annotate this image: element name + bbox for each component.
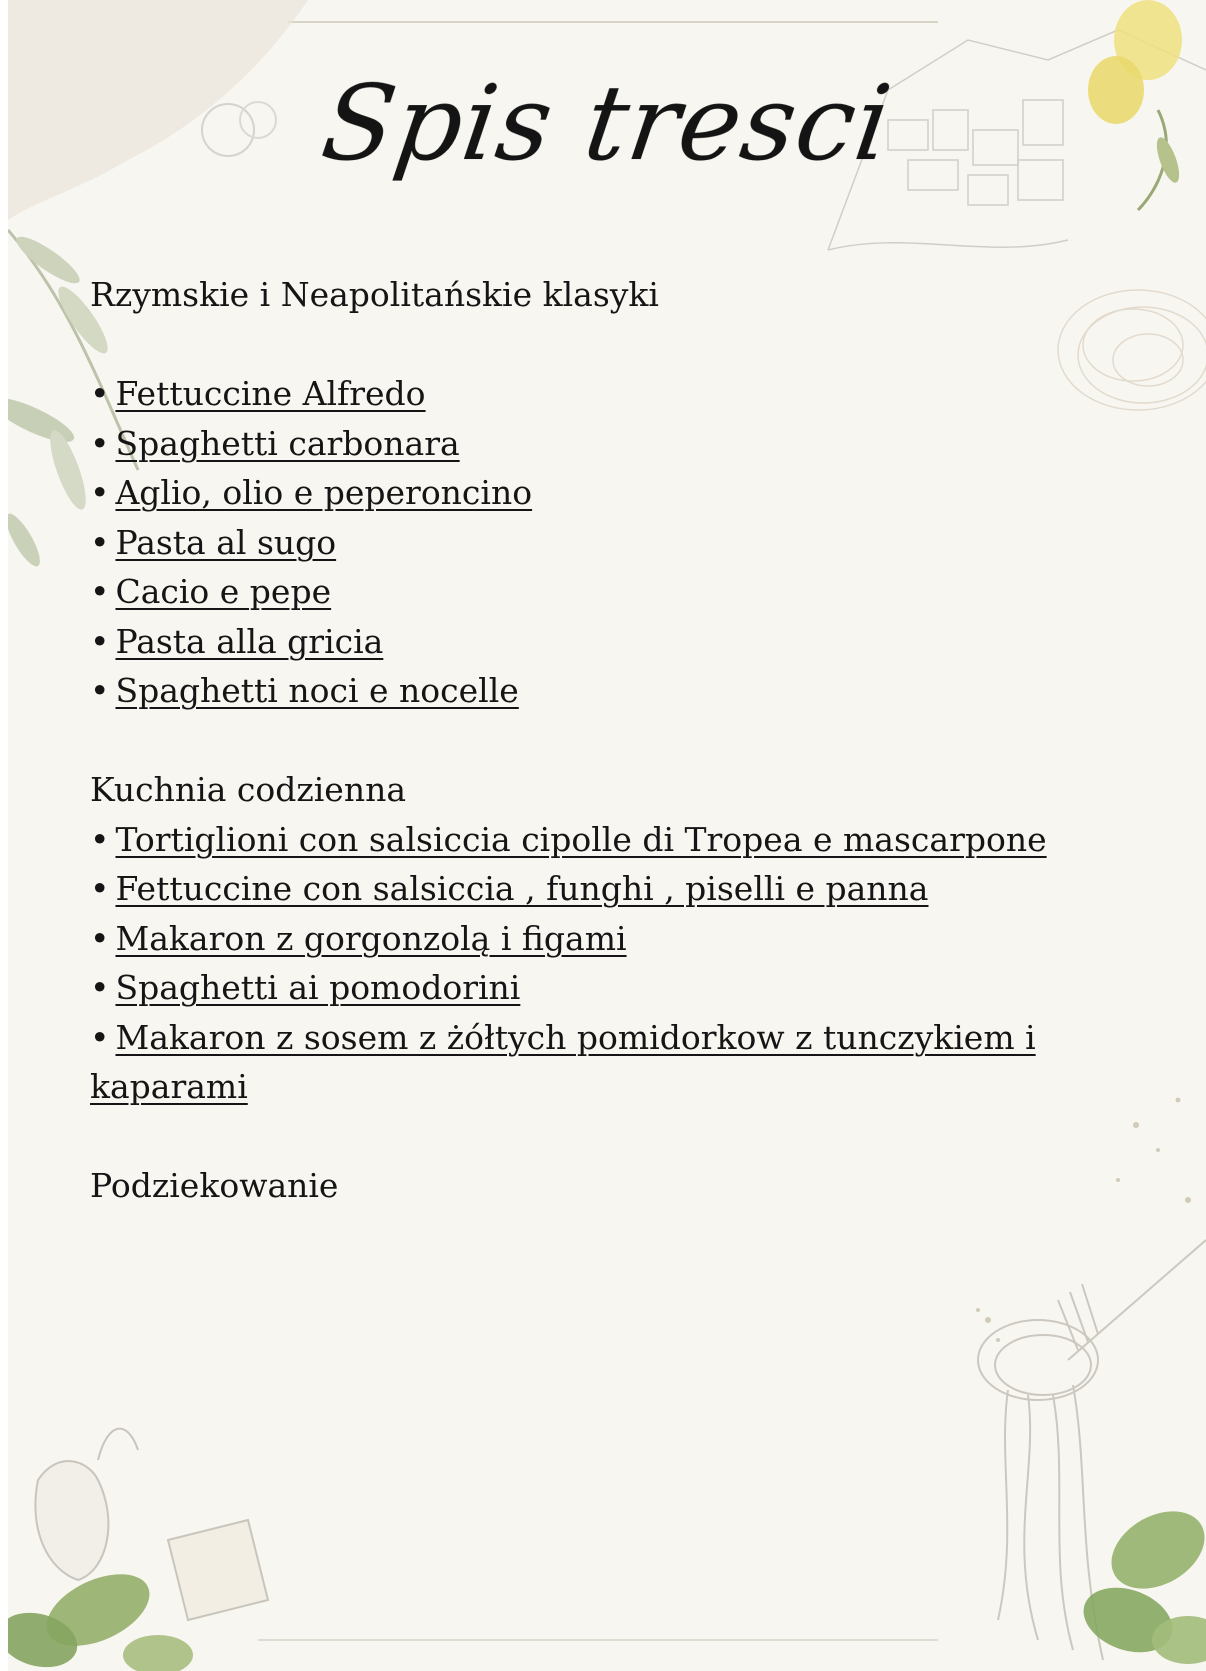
toc-link[interactable]: Spaghetti carbonara bbox=[115, 423, 460, 463]
toc-link[interactable]: Fettuccine Alfredo bbox=[115, 374, 426, 413]
garlic-cheese-icon bbox=[35, 1429, 268, 1620]
section-heading: Rzymskie i Neapolitańskie klasyki bbox=[90, 275, 659, 314]
basil-leaf-icon bbox=[1075, 1496, 1206, 1664]
toc-link[interactable]: Tortiglioni con salsiccia cipolle di Tropea e mascarpone bbox=[115, 819, 1047, 859]
toc-link[interactable]: Cacio e pepe bbox=[115, 572, 332, 611]
table-of-contents bbox=[90, 270, 1130, 1211]
toc-item: • Makaron z gorgonzolą i figami bbox=[90, 918, 627, 958]
toc-item: • Pasta alla gricia bbox=[90, 621, 384, 661]
toc-item: • Pasta al sugo bbox=[90, 522, 337, 562]
toc-link[interactable]: Fettuccine con salsiccia , funghi , piselli e panna bbox=[115, 869, 929, 908]
toc-link[interactable]: Makaron z sosem z żółtych pomidorkow z tunczykiem i kaparami bbox=[90, 1017, 1036, 1106]
section-heading: Podziekowanie bbox=[90, 1166, 339, 1205]
toc-link[interactable]: Makaron z gorgonzolą i figami bbox=[115, 918, 627, 958]
section-heading: Kuchnia codzienna bbox=[90, 770, 407, 809]
basil-leaf-icon-left bbox=[8, 1560, 193, 1671]
toc-link[interactable]: Spaghetti ai pomodorini bbox=[115, 968, 521, 1007]
toc-item: • Spaghetti noci e nocelle bbox=[90, 671, 519, 710]
toc-item: • Fettuccine Alfredo bbox=[90, 374, 426, 413]
toc-item: • Makaron z sosem z żółtych pomidorkow z tunczykiem i kaparami bbox=[90, 1017, 1036, 1106]
toc-link[interactable]: Aglio, olio e peperoncino bbox=[115, 473, 533, 512]
toc-link[interactable]: Pasta alla gricia bbox=[115, 621, 384, 661]
toc-link[interactable]: Spaghetti noci e nocelle bbox=[115, 671, 519, 710]
toc-link[interactable]: Pasta al sugo bbox=[115, 522, 337, 562]
toc-item: • Spaghetti ai pomodorini bbox=[90, 968, 521, 1007]
toc-item: • Spaghetti carbonara bbox=[90, 423, 460, 463]
page-title: Spis tresci bbox=[315, 62, 899, 184]
document-page bbox=[8, 0, 1206, 1671]
toc-item: • Fettuccine con salsiccia , funghi , piselli e panna bbox=[90, 869, 929, 908]
toc-item: • Cacio e pepe bbox=[90, 572, 332, 611]
toc-item: • Tortiglioni con salsiccia cipolle di Tropea e mascarpone bbox=[90, 819, 1047, 859]
toc-item: • Aglio, olio e peperoncino bbox=[90, 473, 533, 512]
